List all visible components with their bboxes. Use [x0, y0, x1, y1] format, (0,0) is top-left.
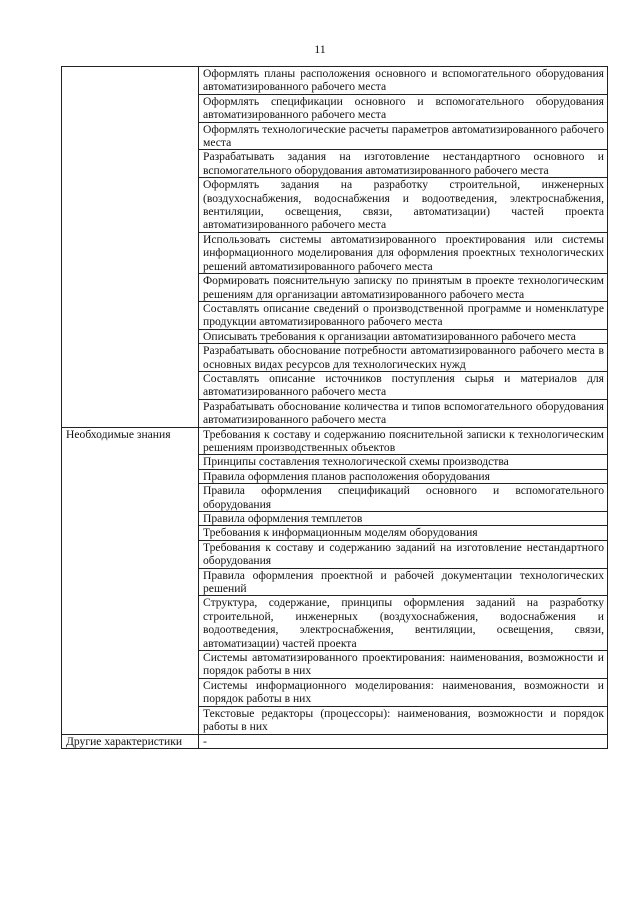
ability-item: Оформлять спецификации основного и вспомогательного оборудования автоматизированного рабочего места — [199, 94, 608, 122]
table-row — [62, 734, 608, 748]
knowledge-item: Принципы составления технологической схемы производства — [199, 455, 608, 469]
ability-item: Оформлять технологические расчеты параметров автоматизированного рабочего места — [199, 122, 608, 150]
knowledge-item: Правила оформления проектной и рабочей документации технологических решений — [199, 568, 608, 596]
ability-item: Использовать системы автоматизированного проектирования или системы информационного моделирования для оформления проектных технологических решений автоматизированного рабочего места — [199, 232, 608, 273]
ability-item: Разрабатывать задания на изготовление нестандартного основного и вспомогательного оборудования автоматизированного рабочего места — [199, 150, 608, 178]
ability-item: Составлять описание источников поступления сырья и материалов для автоматизированного рабочего места — [199, 371, 608, 399]
table-row — [62, 427, 608, 455]
knowledge-item: Правила оформления темплетов — [199, 512, 608, 526]
abilities-label-cell — [62, 67, 199, 428]
ability-item: Оформлять задания на разработку строительной, инженерных (воздухоснабжения, водоснабжения и водоотведения, электроснабжения, вентиляции, освещения, связи, автоматизации) частей проекта автоматизированного рабочего места — [199, 178, 608, 233]
other-characteristics-value: - — [199, 734, 608, 748]
knowledge-item: Требования к составу и содержанию заданий на изготовление нестандартного оборудования — [199, 540, 608, 568]
knowledge-item: Системы автоматизированного проектирования: наименования, возможности и порядок работы в них — [199, 651, 608, 679]
knowledge-item: Текстовые редакторы (процессоры): наименования, возможности и порядок работы в них — [199, 706, 608, 734]
knowledge-item: Правила оформления спецификаций основного и вспомогательного оборудования — [199, 484, 608, 512]
requirements-table-body — [62, 67, 608, 749]
ability-item: Описывать требования к организации автоматизированного рабочего места — [199, 329, 608, 343]
table-row — [62, 67, 608, 95]
page-number: 11 — [314, 42, 326, 56]
knowledge-item: Требования к составу и содержанию пояснительной записки к технологическим решениям производственных объектов — [199, 427, 608, 455]
ability-item: Составлять описание сведений о производственной программе и номенклатуре продукции автоматизированного рабочего места — [199, 301, 608, 329]
ability-item: Оформлять планы расположения основного и вспомогательного оборудования автоматизированного рабочего места — [199, 67, 608, 95]
ability-item: Разрабатывать обоснование количества и типов вспомогательного оборудования автоматизированного рабочего места — [199, 399, 608, 427]
requirements-table — [61, 66, 608, 749]
knowledge-item: Структура, содержание, принципы оформления заданий на разработку строительной, инженерных (воздухоснабжения, водоснабжения и водоотведения, электроснабжения, вентиляции, освещения, связи, автоматизации) частей проекта — [199, 596, 608, 651]
knowledge-item: Правила оформления планов расположения оборудования — [199, 469, 608, 483]
knowledge-item: Требования к информационным моделям оборудования — [199, 526, 608, 540]
other-characteristics-label: Другие характеристики — [62, 734, 199, 748]
ability-item: Разрабатывать обоснование потребности автоматизированного рабочего места в основных видах ресурсов для технологических нужд — [199, 344, 608, 372]
knowledge-label: Необходимые знания — [62, 427, 199, 734]
ability-item: Формировать пояснительную записку по принятым в проекте технологическим решениям для организации автоматизированного рабочего места — [199, 274, 608, 302]
knowledge-item: Системы информационного моделирования: наименования, возможности и порядок работы в них — [199, 678, 608, 706]
